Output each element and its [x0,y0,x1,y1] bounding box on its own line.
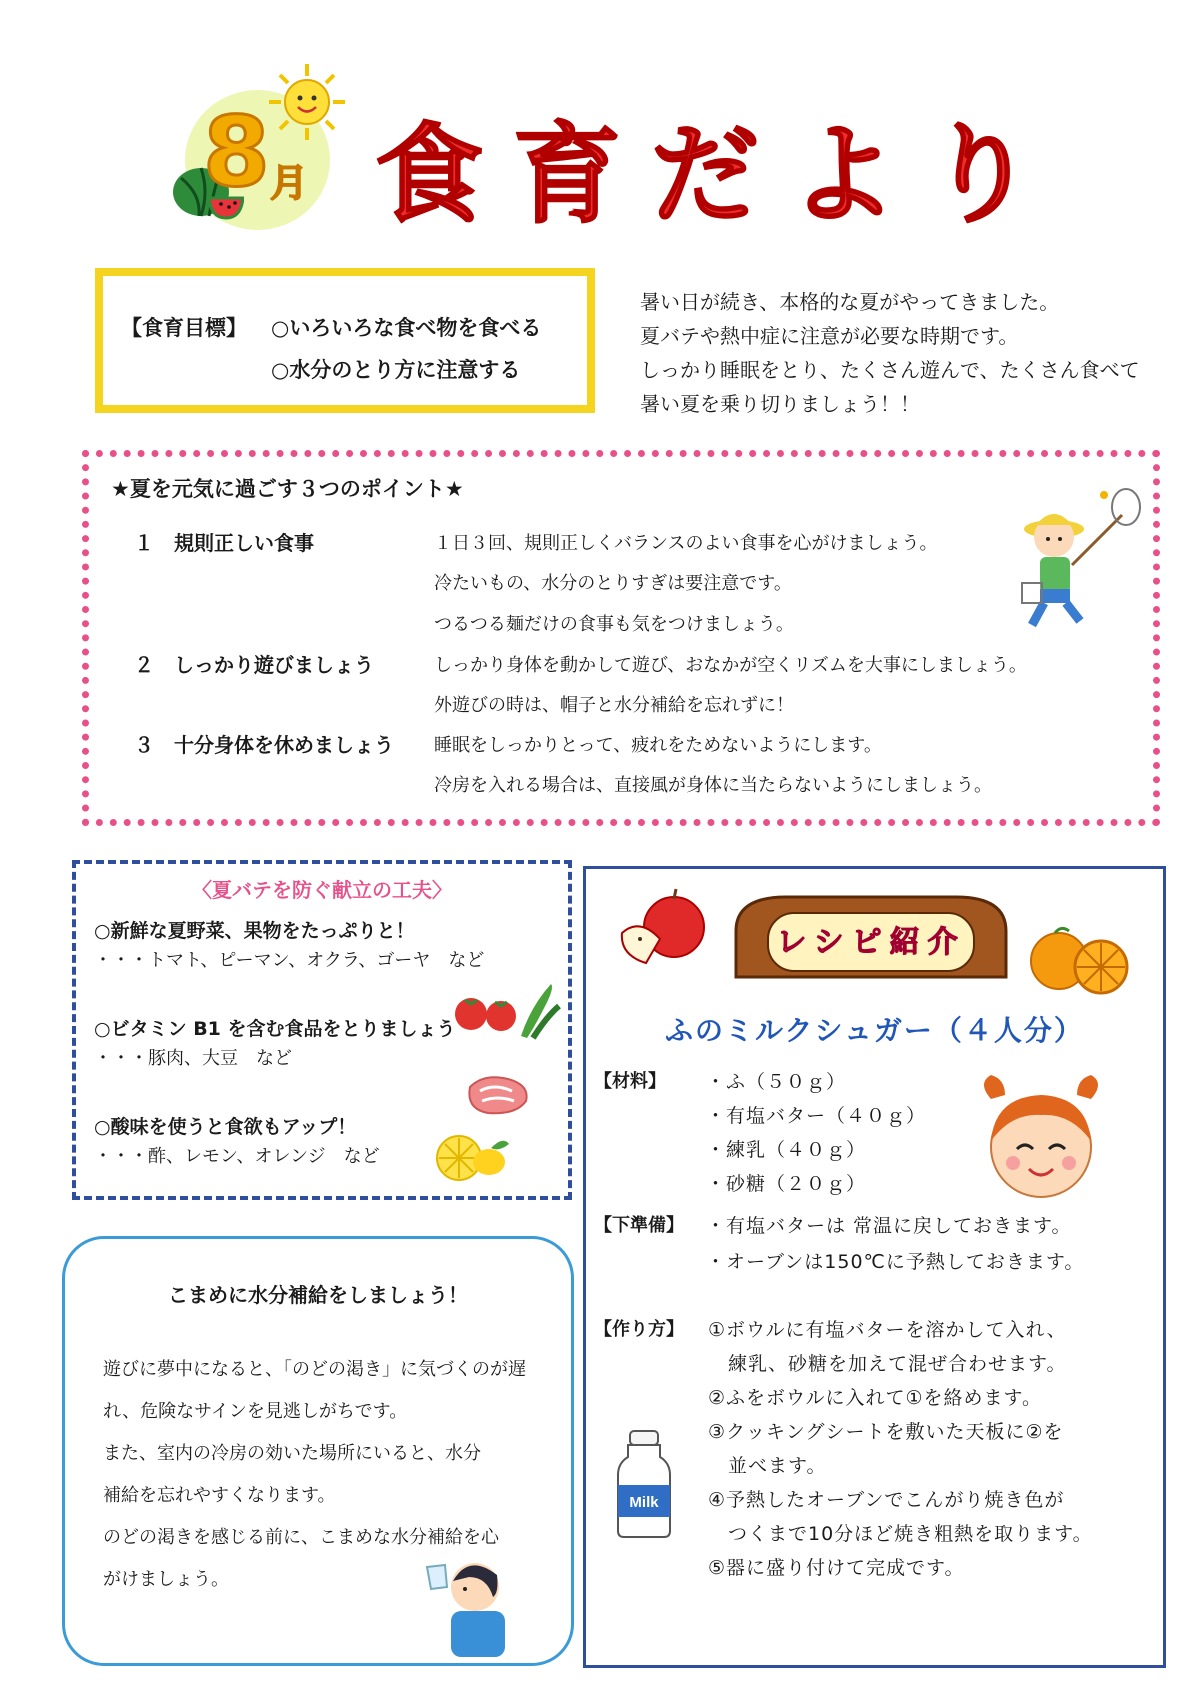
milk-bottle-icon [614,1429,674,1539]
lemon-icon [431,1126,511,1186]
ingredient-item: ・有塩バター（４０ｇ） [706,1105,927,1127]
step-line: ③クッキングシートを敷いた天板に②を [708,1421,1064,1443]
hydration-line: 補給を忘れやすくなります。 [103,1485,336,1506]
point-title: ２ しっかり遊びましょう [134,653,374,677]
page-title: 食育だより [375,113,1066,238]
hydration-line: がけましょう。 [103,1569,229,1590]
recipe-title: ふのミルクシュガー（４人分） [665,1014,1084,1047]
intro-text [640,285,1140,421]
hydration-line: れ、危険なサインを見逃しがちです。 [103,1401,408,1422]
step-line: 練乳、砂糖を加えて混ぜ合わせます。 [708,1353,1067,1375]
point-title: １ 規則正しい食事 [134,531,314,555]
prep-item: ・有塩バターは 常温に戻しておきます。 [706,1215,1072,1237]
ingredients-label: 【材料】 [594,1071,666,1092]
steps-label: 【作り方】 [594,1319,684,1340]
boy-with-net-icon [1014,485,1144,635]
ingredient-item: ・ふ（５０ｇ） [706,1071,847,1093]
goal-label: 【食育目標】 [121,316,247,340]
point-line: つるつる麺だけの食事も気をつけましょう。 [434,614,794,635]
hydration-line: また、室内の冷房の効いた場所にいると、水分 [103,1443,481,1464]
recipe-banner-text: レシピ紹介 [776,925,966,960]
tomato-pepper-icon [451,976,561,1041]
menu-tips-heading: 〈夏バテを防ぐ献立の工夫〉 [192,878,452,902]
step-line: 並べます。 [708,1455,827,1477]
goal-box [95,268,595,413]
step-line: ④予熱したオーブンでこんがり焼き色が [708,1489,1065,1511]
menu-tip-detail: ・・・トマト、ピーマン、オクラ、ゴーヤ など [94,950,485,971]
hydration-box [62,1236,574,1666]
step-line: ②ふをボウルに入れて①を絡めます。 [708,1387,1042,1409]
prep-label: 【下準備】 [594,1215,684,1236]
point-title: ３ 十分身体を休めましょう [134,733,394,757]
intro-line: 暑い夏を乗り切りましょう！！ [640,392,920,416]
month-number: 8 [203,96,266,208]
hydration-line: のどの渇きを感じる前に、こまめな水分補給を心 [103,1527,499,1548]
orange-icon [1021,917,1131,997]
intro-line: しっかり睡眠をとり、たくさん遊んで、たくさん食べて [640,358,1140,382]
points-heading: ★夏を元気に過ごす３つのポイント★ [111,477,464,501]
step-line: つくまで10分ほど焼き粗熱を取ります。 [708,1523,1093,1545]
intro-line: 夏バテや熱中症に注意が必要な時期です。 [640,324,1019,348]
intro-line: 暑い日が続き、本格的な夏がやってきました。 [640,290,1060,314]
menu-tips-box [72,860,572,1200]
hydration-line: 遊びに夢中になると、「のどの渇き」に気づくのが遅 [103,1359,526,1380]
ingredient-item: ・砂糖（２０ｇ） [706,1173,867,1195]
recipe-banner [726,891,1016,983]
point-line: 睡眠をしっかりとって、疲れをためないようにします。 [434,735,882,756]
point-line: しっかり身体を動かして遊び、おなかが空くリズムを大事にしましょう。 [434,655,1027,676]
drinking-boy-icon [417,1547,527,1657]
sun-icon [267,62,347,142]
milk-label: Milk [629,1494,659,1511]
summer-points-box [82,450,1160,826]
point-line: １日３回、規則正しくバランスのよい食事を心がけましょう。 [434,533,938,554]
point-line: 外遊びの時は、帽子と水分補給を忘れずに！ [434,695,794,716]
ingredient-item: ・練乳（４０ｇ） [706,1139,867,1161]
month-kanji: 月 [270,161,309,205]
meat-icon [464,1069,534,1119]
goal-item: ○いろいろな食べ物を食べる [271,316,542,340]
prep-item: ・オーブンは150℃に予熱しておきます。 [706,1251,1085,1273]
menu-tip-head: ○酸味を使うと食欲もアップ！ [94,1116,357,1138]
step-line: ①ボウルに有塩バターを溶かして入れ、 [708,1319,1067,1341]
point-line: 冷房を入れる場合は、直接風が身体に当たらないようにしましょう。 [434,775,992,796]
smiling-girl-icon [971,1069,1111,1209]
recipe-box [583,866,1166,1668]
step-line: ⑤器に盛り付けて完成です。 [708,1557,965,1579]
apple-icon [616,887,711,967]
hydration-heading: こまめに水分補給をしましょう！ [168,1283,468,1307]
point-line: 冷たいもの、水分のとりすぎは要注意です。 [434,573,792,594]
goal-item: ○水分のとり方に注意する [271,358,521,382]
menu-tip-detail: ・・・酢、レモン、オレンジ など [94,1146,380,1167]
menu-tip-head: ○ビタミン B1 を含む食品をとりましょう [94,1018,456,1040]
menu-tip-head: ○新鮮な夏野菜、果物をたっぷりと！ [94,920,415,942]
month-badge [175,70,350,230]
menu-tip-detail: ・・・豚肉、大豆 など [94,1048,292,1069]
